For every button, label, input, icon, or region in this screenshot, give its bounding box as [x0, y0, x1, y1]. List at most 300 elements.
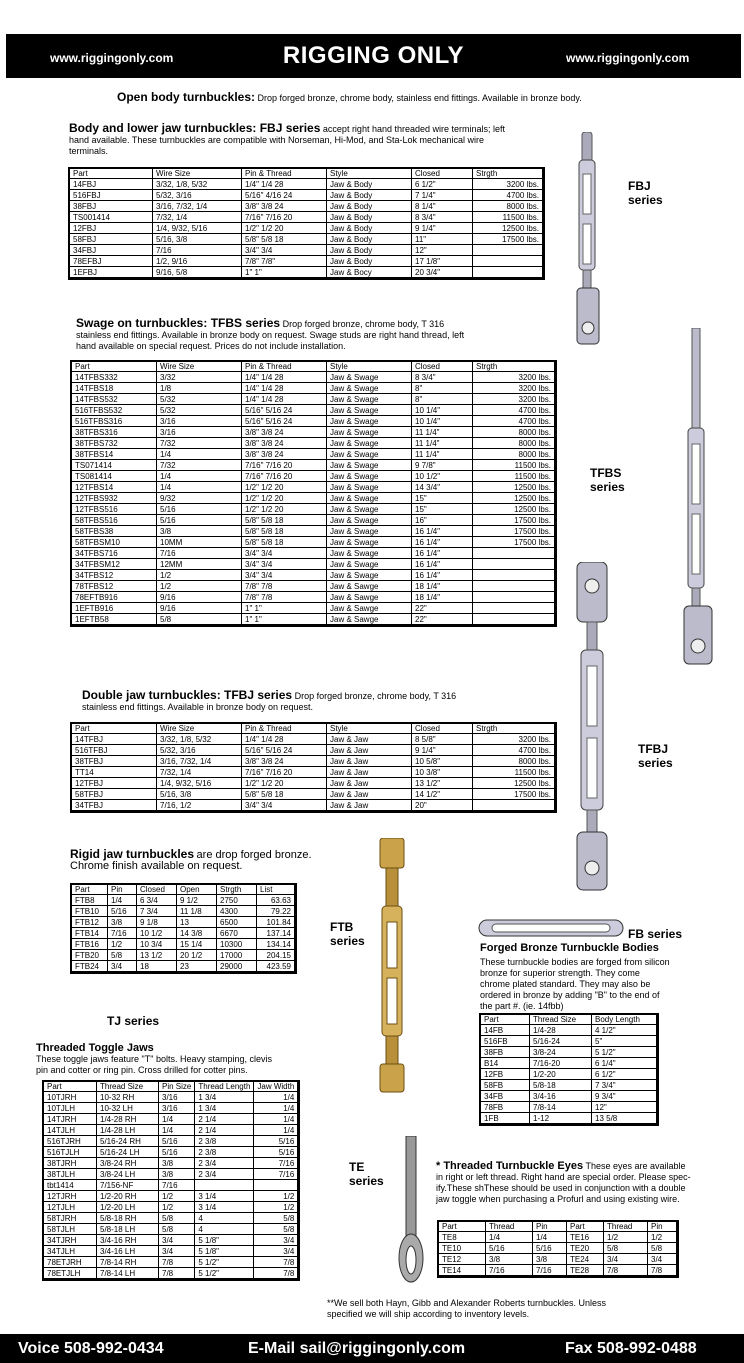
tfbj-cell: 12TFBJ — [72, 778, 157, 789]
tfbj-cell: 4700 lbs. — [473, 745, 555, 756]
tfbj-cell: 3/32, 1/8, 5/32 — [157, 734, 242, 745]
tj-cell: 3/4 — [159, 1246, 195, 1257]
tfbs-cell: Jaw & Swage — [327, 405, 412, 416]
fbj-column-header: Strgth — [473, 169, 543, 179]
tfbs-cell: 17500 lbs. — [473, 526, 555, 537]
tfbs-cell: 7/16" 7/16 20 — [242, 471, 327, 482]
ftb-cell: 10 1/2 — [137, 928, 177, 939]
tfbj-row — [72, 745, 555, 756]
ftb-label — [330, 920, 365, 948]
te-cell: 3/4 — [648, 1254, 677, 1265]
tfbs-cell: 3/4" 3/4 — [242, 570, 327, 581]
tfbs-cell: Jaw & Swage — [327, 526, 412, 537]
tfbs-cell: 3/8 — [157, 526, 242, 537]
tfbs-row — [72, 548, 555, 559]
fbj-table — [69, 168, 543, 278]
tfbs-cell: 1/4 — [157, 449, 242, 460]
te-cell: 7/16 — [533, 1265, 567, 1276]
tj-cell: 4 — [195, 1224, 254, 1235]
fbj-cell: 20 3/4" — [412, 267, 473, 278]
tfbj-cell: 516TFBJ — [72, 745, 157, 756]
te-cell: TE12 — [439, 1254, 486, 1265]
tfbs-cell: 9 7/8" — [412, 460, 473, 471]
ftb-cell: 9 1/8 — [137, 917, 177, 928]
tfbs-cell: 516TFBS316 — [72, 416, 157, 427]
fb-description — [480, 943, 720, 1012]
tj-cell: 12TJRH — [44, 1191, 97, 1202]
te-table-frame — [437, 1220, 679, 1278]
tfbs-row — [72, 603, 555, 614]
tj-row — [44, 1257, 298, 1268]
fb-cell: 7 3/4" — [592, 1080, 657, 1091]
fb-cell: 12FB — [481, 1069, 530, 1080]
tfbs-cell: 1EFTB916 — [72, 603, 157, 614]
tfbs-cell: 78EFTB916 — [72, 592, 157, 603]
ftb-cell: 9 1/2 — [177, 895, 217, 906]
tj-cell: 1/4 — [254, 1092, 298, 1103]
tfbj-table-frame — [70, 722, 557, 813]
fbj-cell: 8 3/4" — [412, 212, 473, 223]
tfbj-cell: 14TFBJ — [72, 734, 157, 745]
tj-cell: 516TJRH — [44, 1136, 97, 1147]
tfbs-cell: 11500 lbs. — [473, 471, 555, 482]
tfbj-cell: 3200 lbs. — [473, 734, 555, 745]
tfbs-row — [72, 405, 555, 416]
fbj-row — [70, 245, 543, 256]
footer-fax: Fax 508-992-0488 — [565, 1340, 697, 1357]
tfbj-cell: 13 1/2" — [412, 778, 473, 789]
tfbs-cell: 1/2" 1/2 20 — [242, 493, 327, 504]
tj-cell: 3/16 — [159, 1092, 195, 1103]
tfbs-column-header: Part — [72, 362, 157, 372]
tj-cell: 5/16 — [254, 1136, 298, 1147]
tj-cell: 78ETJRH — [44, 1257, 97, 1268]
tj-cell: 1/4 — [254, 1114, 298, 1125]
fb-cell: 13 5/8 — [592, 1113, 657, 1124]
tfbs-table-frame — [70, 360, 557, 627]
tfbs-row — [72, 394, 555, 405]
ftb-cell: 20 1/2 — [177, 950, 217, 961]
te-cell: 5/16 — [533, 1243, 567, 1254]
tfbs-column-header: Wire Size — [157, 362, 242, 372]
tfbs-column-header: Strgth — [473, 362, 555, 372]
fbj-label — [628, 179, 663, 207]
fbj-cell: 3/16, 7/32, 1/4 — [153, 201, 242, 212]
tj-row — [44, 1169, 298, 1180]
fbj-cell: 12" — [412, 245, 473, 256]
tj-description — [36, 1043, 316, 1076]
header-url-left[interactable]: www.riggingonly.com — [50, 51, 174, 65]
tfbs-header-row — [72, 362, 555, 372]
tj-cell: 7/8-14 LH — [97, 1268, 159, 1279]
tfbj-cell: TT14 — [72, 767, 157, 778]
tfbj-column-header: Closed — [412, 724, 473, 734]
tj-cell: 1/4-28 LH — [97, 1125, 159, 1136]
tfbs-cell: 516TFBS532 — [72, 405, 157, 416]
tj-cell: 5/16-24 LH — [97, 1147, 159, 1158]
tfbs-row — [72, 537, 555, 548]
te-cell: 3/4 — [604, 1254, 648, 1265]
tfbs-cell: 1/4" 1/4 28 — [242, 372, 327, 383]
tfbs-cell: TS071414 — [72, 460, 157, 471]
tfbj-column-header: Pin & Thread — [242, 724, 327, 734]
tfbs-cell: 15" — [412, 493, 473, 504]
fbj-turnbuckle-image — [570, 132, 610, 352]
ftb-row — [72, 950, 295, 961]
tfbs-cell: 9/32 — [157, 493, 242, 504]
tfbs-row — [72, 559, 555, 570]
tfbj-column-header: Wire Size — [157, 724, 242, 734]
tj-row — [44, 1147, 298, 1158]
ftb-cell: 10 3/4 — [137, 939, 177, 950]
note-line-1: **We sell both Hayn, Gibb and Alexander Roberts turnbuckles. Unless — [327, 1298, 606, 1308]
fbj-row — [70, 201, 543, 212]
tfbs-cell: 3/8" 3/8 24 — [242, 438, 327, 449]
tfbs-cell: 12TFBS14 — [72, 482, 157, 493]
ftb-description — [70, 849, 350, 872]
te-column-header: Pin — [648, 1222, 677, 1232]
tfbs-cell: 34TFBSM12 — [72, 559, 157, 570]
ftb-header-row — [72, 885, 295, 895]
tj-column-header: Thread Length — [195, 1082, 254, 1092]
ftb-cell: FTB16 — [72, 939, 108, 950]
footer-bar — [0, 1334, 744, 1363]
tfbs-cell: 1/2" 1/2 20 — [242, 482, 327, 493]
tfbs-text-1: Drop forged bronze, chrome body, T 316 — [282, 319, 445, 329]
tfbj-cell: 7/32, 1/4 — [157, 767, 242, 778]
tfbj-heading: Double jaw turnbuckles: TFBJ series — [82, 688, 293, 702]
tfbs-cell: Jaw & Sawge — [327, 592, 412, 603]
tfbj-cell: 38TFBJ — [72, 756, 157, 767]
tj-cell: 3/4 — [159, 1235, 195, 1246]
tj-row — [44, 1092, 298, 1103]
ftb-cell: 15 1/4 — [177, 939, 217, 950]
tfbs-cell: 8" — [412, 383, 473, 394]
tj-cell: 2 3/8 — [195, 1136, 254, 1147]
te-table — [438, 1221, 677, 1276]
te-cell: 7/8 — [604, 1265, 648, 1276]
ftb-cell: 29000 — [217, 961, 257, 972]
tj-row — [44, 1224, 298, 1235]
fbj-cell: 11" — [412, 234, 473, 245]
te-text-3: ify.These shThese should be used in conjunction with a double — [436, 1183, 686, 1193]
tj-cell: 3 1/4 — [195, 1202, 254, 1213]
fbj-text-2: hand available. These turnbuckles are compatible with Norseman, Hi-Mod, and Sta-Lok mechanical wire — [69, 135, 485, 145]
tfbs-row — [72, 438, 555, 449]
fb-text-3: chrome plated standard. They may also be — [480, 979, 651, 989]
tfbs-cell: 11 1/4" — [412, 438, 473, 449]
ftb-cell: FTB24 — [72, 961, 108, 972]
tfbs-cell: Jaw & Swage — [327, 372, 412, 383]
tfbs-cell: 5/32 — [157, 394, 242, 405]
te-column-header: Thread — [604, 1222, 648, 1232]
tfbs-cell: 16 1/4" — [412, 537, 473, 548]
tfbs-cell: 1/4 — [157, 471, 242, 482]
tfbj-cell: 58TFBJ — [72, 789, 157, 800]
ftb-column-header: Pin — [108, 885, 137, 895]
fb-row — [481, 1058, 657, 1069]
tfbs-cell: 5/16 — [157, 515, 242, 526]
fbj-cell: 1/2, 9/16 — [153, 256, 242, 267]
fbj-cell: 1/4" 1/4 28 — [242, 179, 327, 190]
tj-row — [44, 1235, 298, 1246]
tj-cell: 2 3/4 — [195, 1158, 254, 1169]
tj-cell: 5/8-18 LH — [97, 1224, 159, 1235]
fb-cell: 6 1/4" — [592, 1058, 657, 1069]
tfbs-cell: 8000 lbs. — [473, 449, 555, 460]
te-cell: TE16 — [567, 1232, 604, 1243]
tj-cell: 5/8 — [254, 1224, 298, 1235]
fb-cell: 3/4-16 — [530, 1091, 592, 1102]
fbj-cell: 9 1/4" — [412, 223, 473, 234]
ftb-row — [72, 895, 295, 906]
tfbs-cell: 1" 1" — [242, 603, 327, 614]
tfbs-cell: Jaw & Sawge — [327, 614, 412, 625]
ftb-cell: 3/4 — [108, 961, 137, 972]
tj-cell: 10TJRH — [44, 1092, 97, 1103]
tfbs-cell: 17500 lbs. — [473, 537, 555, 548]
ftb-cell: FTB10 — [72, 906, 108, 917]
tfbs-label — [590, 466, 625, 494]
fbj-cell: 1EFBJ — [70, 267, 153, 278]
tfbs-row — [72, 372, 555, 383]
tfbs-description — [76, 318, 546, 352]
tfbs-cell: 7/16" 7/16 20 — [242, 460, 327, 471]
tfbs-cell: 5/16 — [157, 504, 242, 515]
tfbs-cell: Jaw & Swage — [327, 515, 412, 526]
ftb-cell: 6670 — [217, 928, 257, 939]
tj-cell: 1/4 — [254, 1125, 298, 1136]
fb-cell: 12" — [592, 1102, 657, 1113]
te-cell: 5/8 — [604, 1243, 648, 1254]
tfbj-cell: 17500 lbs. — [473, 789, 555, 800]
fbj-cell: 5/32, 3/16 — [153, 190, 242, 201]
tfbs-cell: 5/8 — [157, 614, 242, 625]
tj-label: TJ series — [107, 1014, 160, 1028]
fb-cell: 5 1/2" — [592, 1047, 657, 1058]
fbj-row — [70, 234, 543, 245]
tj-row — [44, 1158, 298, 1169]
tfbs-table — [71, 361, 555, 625]
te-text-4: jaw toggle when purchasing a Profurl and using existing wire. — [436, 1194, 680, 1204]
tj-cell: 1/2 — [254, 1191, 298, 1202]
tj-cell: 7/8 — [159, 1268, 195, 1279]
fb-text-4: ordered in bronze by adding "B" to the end of — [480, 990, 660, 1000]
tfbs-row — [72, 427, 555, 438]
tfbs-row — [72, 416, 555, 427]
fb-body-image — [478, 918, 624, 938]
fb-cell: 58FB — [481, 1080, 530, 1091]
tj-cell: 1/2 — [254, 1202, 298, 1213]
te-cell: 7/8 — [648, 1265, 677, 1276]
tfbj-cell: 5/16" 5/16 24 — [242, 745, 327, 756]
tfbj-column-header: Strgth — [473, 724, 555, 734]
te-label — [349, 1160, 384, 1188]
footer-email[interactable]: E-Mail sail@riggingonly.com — [248, 1340, 466, 1357]
tj-cell: 3/8 — [159, 1158, 195, 1169]
tfbs-cell: 10MM — [157, 537, 242, 548]
fb-cell: 7/8-14 — [530, 1102, 592, 1113]
tfbj-cell: 5/8" 5/8 18 — [242, 789, 327, 800]
tfbs-cell: 5/8" 5/8 18 — [242, 526, 327, 537]
tfbs-label-1: TFBS — [590, 466, 622, 480]
tj-cell: 3/16 — [159, 1103, 195, 1114]
tj-cell: 1/4 — [159, 1125, 195, 1136]
tfbs-cell: 8000 lbs. — [473, 438, 555, 449]
tj-cell: 12TJLH — [44, 1202, 97, 1213]
ftb-cell: 14 3/8 — [177, 928, 217, 939]
tfbj-cell: Jaw & Jaw — [327, 800, 412, 811]
tfbs-cell: 18 1/4" — [412, 592, 473, 603]
tfbj-row — [72, 800, 555, 811]
tj-cell: 1/2-20 RH — [97, 1191, 159, 1202]
tfbs-cell: 5/32 — [157, 405, 242, 416]
ftb-cell: 1/2 — [108, 939, 137, 950]
te-column-header: Thread — [486, 1222, 533, 1232]
tfbs-cell: 1/4 — [157, 482, 242, 493]
tj-cell: 2 3/4 — [195, 1169, 254, 1180]
fbj-column-header: Wire Size — [153, 169, 242, 179]
tfbs-row — [72, 471, 555, 482]
fbj-row — [70, 267, 543, 278]
te-cell: TE24 — [567, 1254, 604, 1265]
ftb-cell: FTB8 — [72, 895, 108, 906]
tj-cell: 3/8-24 RH — [97, 1158, 159, 1169]
fbj-cell — [473, 245, 543, 256]
te-text-2: in right or left thread. Right hand are special order. Please spec- — [436, 1172, 691, 1182]
ftb-cell: 423.59 — [257, 961, 295, 972]
tj-cell: 38TJRH — [44, 1158, 97, 1169]
tfbs-cell: 14TFBS18 — [72, 383, 157, 394]
fb-text-2: bronze for superior strength. They come — [480, 968, 640, 978]
tfbs-cell: Jaw & Swage — [327, 449, 412, 460]
tfbj-cell: 3/4" 3/4 — [242, 800, 327, 811]
tfbj-cell: 34TFBJ — [72, 800, 157, 811]
tj-row — [44, 1114, 298, 1125]
te-cell: 5/8 — [648, 1243, 677, 1254]
page-title: RIGGING ONLY — [282, 42, 465, 69]
tfbs-cell: 12MM — [157, 559, 242, 570]
footer-voice: Voice 508-992-0434 — [18, 1340, 164, 1357]
ftb-column-header: Strgth — [217, 885, 257, 895]
tfbs-cell: Jaw & Swage — [327, 394, 412, 405]
tj-row — [44, 1125, 298, 1136]
fbj-text-3: terminals. — [69, 146, 109, 156]
tj-table-frame — [42, 1080, 300, 1281]
tfbs-cell: 7/16 — [157, 548, 242, 559]
fb-row — [481, 1036, 657, 1047]
intro-text: Drop forged bronze, chrome body, stainless end fittings. Available in bronze body. — [257, 93, 582, 103]
tfbs-cell: 1" 1" — [242, 614, 327, 625]
tfbs-cell: 3/4" 3/4 — [242, 548, 327, 559]
fbj-label-1: FBJ — [628, 179, 651, 193]
tfbs-cell: TS081414 — [72, 471, 157, 482]
te-row — [439, 1254, 677, 1265]
tj-cell: 5 1/8" — [195, 1235, 254, 1246]
tfbs-cell: 3/8" 3/8 24 — [242, 427, 327, 438]
ftb-cell: 13 — [177, 917, 217, 928]
tj-cell: 3/8-24 LH — [97, 1169, 159, 1180]
fbj-cell: 7/16" 7/16 20 — [242, 212, 327, 223]
te-row — [439, 1232, 677, 1243]
fbj-column-header: Closed — [412, 169, 473, 179]
fbj-cell: 7/8" 7/8" — [242, 256, 327, 267]
tj-column-header: Jaw Width — [254, 1082, 298, 1092]
tfbs-turnbuckle-image — [676, 328, 722, 668]
tfbj-cell: 7/16, 1/2 — [157, 800, 242, 811]
tj-cell: 4 — [195, 1213, 254, 1224]
tfbs-cell: 3/8" 3/8 24 — [242, 449, 327, 460]
tfbs-cell: 4700 lbs. — [473, 405, 555, 416]
tj-column-header: Part — [44, 1082, 97, 1092]
tfbs-cell — [473, 592, 555, 603]
fbj-row — [70, 212, 543, 223]
fb-cell: 4 1/2" — [592, 1025, 657, 1036]
fbj-cell: 6 1/2" — [412, 179, 473, 190]
fbj-cell: Jaw & Bocy — [327, 267, 412, 278]
te-cell: 1/2 — [604, 1232, 648, 1243]
fb-cell: 38FB — [481, 1047, 530, 1058]
fb-cell: 34FB — [481, 1091, 530, 1102]
fb-table-frame — [479, 1013, 659, 1126]
tj-row — [44, 1191, 298, 1202]
tj-cell: 516TJLH — [44, 1147, 97, 1158]
tj-cell: 1/4 — [159, 1114, 195, 1125]
ftb-cell: 63.63 — [257, 895, 295, 906]
fbj-cell: 7/32, 1/4 — [153, 212, 242, 223]
tfbs-cell: 3/4" 3/4 — [242, 559, 327, 570]
fbj-cell: 5/16" 4/16 24 — [242, 190, 327, 201]
note-line-2: specified we will ship according to inventory levels. — [327, 1309, 530, 1319]
tfbs-cell: 12500 lbs. — [473, 482, 555, 493]
fb-row — [481, 1047, 657, 1058]
fbj-cell: 5/8" 5/8 18 — [242, 234, 327, 245]
tfbs-cell: 1/4" 1/4 28 — [242, 383, 327, 394]
te-label-1: TE — [349, 1160, 365, 1174]
tj-cell: 1/2-20 LH — [97, 1202, 159, 1213]
fbj-cell: Jaw & Body — [327, 179, 412, 190]
tfbj-cell: 3/16, 7/32, 1/4 — [157, 756, 242, 767]
tfbs-cell: 38TFBS316 — [72, 427, 157, 438]
intro-heading: Open body turnbuckles: — [117, 90, 256, 104]
tfbs-row — [72, 570, 555, 581]
tfbs-cell: 14TFBS532 — [72, 394, 157, 405]
header-url-right[interactable]: www.riggingonly.com — [566, 51, 690, 65]
tj-column-header: Pin Size — [159, 1082, 195, 1092]
tj-cell: 3/4-16 LH — [97, 1246, 159, 1257]
fbj-cell: 8 1/4" — [412, 201, 473, 212]
tfbj-text-1: Drop forged bronze, chrome body, T 316 — [294, 691, 457, 701]
tj-cell: 7/8-14 RH — [97, 1257, 159, 1268]
tfbs-cell: 34TFBS12 — [72, 570, 157, 581]
tj-column-header: Thread Size — [97, 1082, 159, 1092]
tfbs-cell: 8000 lbs. — [473, 427, 555, 438]
tj-cell: 7/16 — [254, 1169, 298, 1180]
tfbs-cell: 1EFTB58 — [72, 614, 157, 625]
fbj-cell: 3/32, 1/8, 5/32 — [153, 179, 242, 190]
tfbj-row — [72, 767, 555, 778]
tfbj-cell: 1/2" 1/2 20 — [242, 778, 327, 789]
fbj-cell: 17500 lbs. — [473, 234, 543, 245]
tfbs-cell: 58TFBS516 — [72, 515, 157, 526]
ftb-row — [72, 939, 295, 950]
fbj-label-2: series — [628, 193, 663, 207]
tfbj-row — [72, 789, 555, 800]
fbj-cell: 7 1/4" — [412, 190, 473, 201]
fbj-cell: Jaw & Body — [327, 256, 412, 267]
tfbs-cell: 38TFBS732 — [72, 438, 157, 449]
tfbs-cell: 18 1/4" — [412, 581, 473, 592]
